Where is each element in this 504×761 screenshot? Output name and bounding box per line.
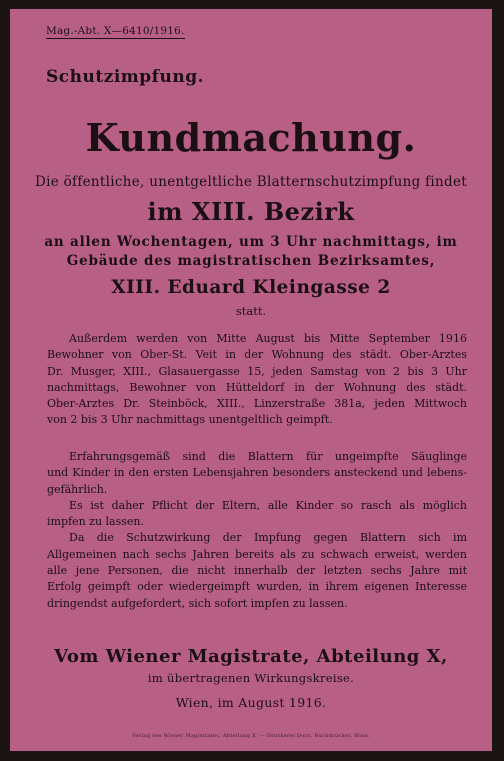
- issuer-line: Vom Wiener Magistrate, Abteilung X,: [54, 646, 448, 667]
- paragraph2-line: dringendst aufgefordert, sich sofort impfen zu lassen.: [47, 596, 348, 610]
- paragraph2-line: Allgemeinen nach sechs Jahren bereits als zu schwach erweist, werden: [47, 547, 467, 561]
- paragraph2-line: impfen zu lassen.: [47, 515, 144, 529]
- paragraph1-line: nachmittags, Bewohner von Hütteldorf in der Wohnung des städt.: [47, 380, 467, 394]
- paragraph1-line: Ober-Arztes Dr. Steinböck, XIII., Linzerstraße 381a, jeden Mittwoch: [47, 397, 467, 411]
- paragraph2-line: Es ist daher Pflicht der Eltern, alle Kinder so rasch als möglich: [69, 498, 467, 512]
- reference-number: Mag.-Abt. X—6410/1916.: [46, 25, 185, 37]
- paragraph2-line: gefährlich.: [47, 482, 108, 496]
- intro-address: XIII. Eduard Kleingasse 2: [111, 277, 391, 298]
- printer-imprint: Verlag des Wiener Magistrates, Abteilung X. — Druckerei Dorn, Buchdrucker, Wien.: [132, 733, 370, 739]
- heading-schutzimpfung: Schutzimpfung.: [46, 67, 205, 87]
- paragraph1-line: von 2 bis 3 Uhr nachmittags unentgeltlich geimpft.: [47, 413, 333, 427]
- paragraph1-line: Außerdem werden von Mitte August bis Mitte September 1916: [69, 332, 467, 345]
- paragraph1-line: Dr. Musger, XIII., Glasauergasse 15, jeden Samstag von 2 bis 3 Uhr: [47, 364, 467, 378]
- paragraph2-line: Da die Schutzwirkung der Impfung gegen Blattern sich im: [69, 531, 467, 545]
- intro-line-1: Die öffentliche, unentgeltliche Blatternschutzimpfung findet: [35, 174, 467, 190]
- paragraph-advisory: [47, 449, 467, 612]
- poster-sheet: [10, 9, 492, 751]
- paragraph1-line: Bewohner von Ober-St. Veit in der Wohnung des städt. Ober-Arztes: [47, 348, 467, 362]
- paragraph2-line: Erfahrungsgemäß sind die Blattern für ungeimpfte Säuglinge: [69, 450, 467, 463]
- place-date: Wien, im August 1916.: [175, 695, 327, 710]
- intro-district: im XIII. Bezirk: [147, 197, 355, 226]
- paragraph-additional-vaccinations: [47, 331, 467, 429]
- intro-line-3: an allen Wochentagen, um 3 Uhr nachmittags, im: [44, 234, 458, 250]
- title-kundmachung: Kundmachung.: [85, 115, 417, 160]
- intro-statt: statt.: [235, 304, 267, 318]
- sphere-line: im übertragenen Wirkungskreise.: [147, 671, 355, 685]
- intro-line-4: Gebäude des magistratischen Bezirksamtes,: [66, 253, 436, 269]
- paragraph2-line: und Kinder in den ersten Lebensjahren besonders ansteckend und lebens-: [47, 466, 467, 480]
- paragraph2-line: alle jene Personen, die nicht innerhalb der letzten sechs Jahre mit: [47, 564, 467, 578]
- paragraph2-line: Erfolg geimpft oder wiedergeimpft wurden, in ihrem eigenen Interesse: [47, 580, 467, 594]
